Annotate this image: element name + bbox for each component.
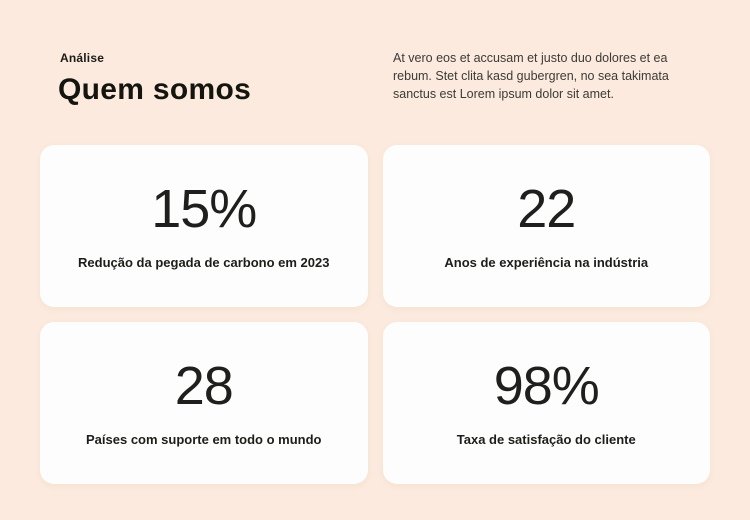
section-eyebrow: Análise [60,51,105,65]
stat-label: Taxa de satisfação do cliente [456,432,636,447]
stat-card-experience [383,145,711,307]
stat-label: Redução da pegada de carbono em 2023 [78,255,330,270]
stat-label: Países com suporte em todo o mundo [86,432,322,447]
stat-card-countries [40,322,368,484]
stat-card-satisfaction [383,322,711,484]
stat-value: 15% [151,179,257,239]
stat-value: 22 [517,179,576,239]
stat-value: 28 [174,356,233,416]
intro-paragraph: At vero eos et accusam et justo duo dolores et ea rebum. Stet clita kasd gubergren, no sea takimata sanctus est Lorem ipsum dolor sit amet. [393,51,669,101]
stat-value: 98% [493,356,599,416]
stats-grid [40,145,710,484]
page-title: Quem somos [58,73,252,106]
stat-card-carbon [40,145,368,307]
stat-label: Anos de experiência na indústria [444,255,649,270]
